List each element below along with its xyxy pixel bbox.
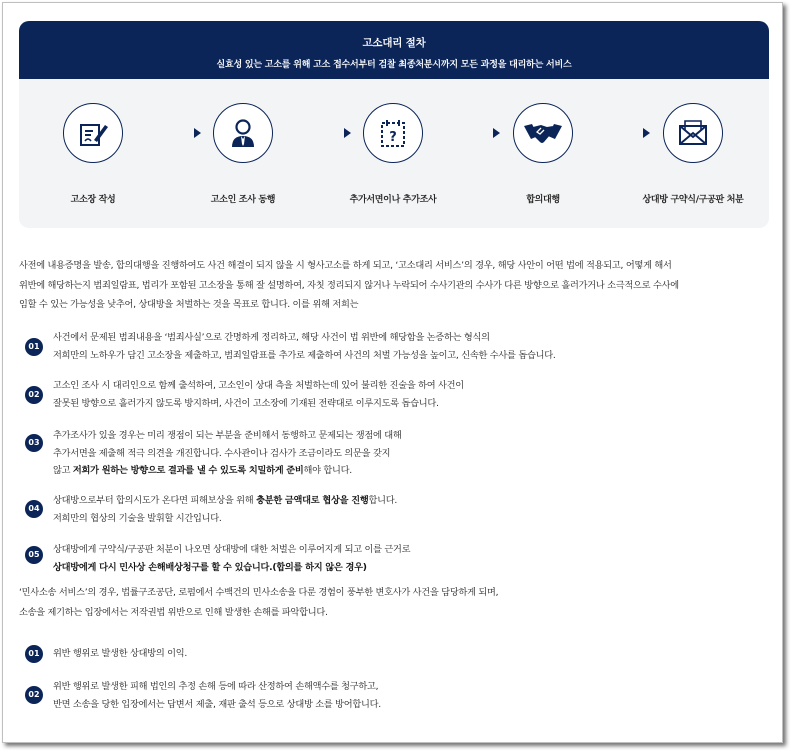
item-line: 위반 행위로 발생한 피해 법인의 추정 손해 등에 따라 산정하여 손해액수를 청구하고, — [53, 681, 379, 692]
item-line-emphasis: 충분한 금액대로 협상을 진행 — [256, 495, 369, 506]
item-number: 02 — [25, 686, 43, 704]
document-pen-icon — [63, 103, 123, 163]
envelope-icon — [663, 103, 723, 163]
process-title: 고소대리 절차 — [362, 37, 426, 49]
handshake-icon — [513, 103, 573, 163]
step-label: 고소장 작성 — [70, 195, 116, 205]
item-number: 05 — [25, 546, 43, 564]
item-line: 고소인 조사 시 대리인으로 함께 출석하여, 고소인이 상대 측을 처벌하는데 있어 불리한 진술을 하여 사건이 — [53, 380, 464, 391]
item-line-emphasis: 상대방에게 다시 민사상 손해배상청구를 할 수 있습니다. — [53, 561, 273, 573]
item-text — [53, 329, 753, 364]
item-text — [53, 678, 753, 713]
process-header — [19, 21, 769, 79]
item-number: 01 — [25, 645, 43, 663]
item-line — [53, 492, 753, 510]
item-line-emphasis: 저희가 원하는 방향으로 결과를 낼 수 있도록 치밀하게 준비 — [72, 465, 304, 476]
item-number: 01 — [25, 338, 43, 356]
civil-line: 소송을 제기하는 입장에서는 저작권법 위반으로 인해 발생한 손해를 파악합니다. — [19, 606, 328, 618]
item-line: 저희만의 협상의 기술을 발휘할 시간입니다. — [53, 512, 222, 524]
item-line: 추가서면을 제출해 적극 의견을 개진합니다. 수사관이나 검사가 조금이라도 의문을 갖지 — [53, 447, 391, 459]
civil-paragraph — [19, 583, 498, 622]
item-line: 위반 행위로 발생한 상대방의 이익. — [53, 648, 188, 659]
item-line-part: 상대방으로부터 합의시도가 온다면 피해보상을 위해 — [53, 495, 257, 506]
item-line: 사건에서 문제된 범죄내용을 ‘범죄사실’으로 간명하게 정리하고, 해당 사건이 법 위반에 해당함을 논증하는 형식의 — [53, 332, 490, 343]
item-line-part: 합니다. — [368, 495, 398, 506]
item-line — [53, 559, 753, 577]
item-line-part: 않고 — [53, 465, 73, 476]
step-label: 추가서면이나 추가조사 — [349, 195, 437, 205]
intro-line: 사전에 내용증명을 발송, 합의대행을 진행하여도 사건 해결이 되지 않을 시 형사고소를 하게 되고, ‘고소대리 서비스’의 경우, 해당 사안이 어떤 법에 적용되고, 어떻게 해서 — [19, 260, 672, 271]
intro-paragraph — [19, 256, 679, 315]
item-line-emphasis: (합의를 하지 않은 경우) — [272, 561, 367, 573]
item-text — [53, 427, 753, 480]
item-line: 반면 소송을 당한 입장에서는 답변서 제출, 재판 출석 등으로 상대방 소를 방어합니다. — [53, 698, 381, 710]
item-line: 상대방에게 구약식/구공판 처분이 나오면 상대방에 대한 처벌은 이루어지게 되고 이를 근거로 — [53, 544, 411, 555]
step-settlement — [468, 103, 618, 205]
step-label: 고소인 조사 동행 — [210, 195, 276, 205]
process-subtitle: 실효성 있는 고소를 위해 고소 접수서부터 검찰 최종처분시까지 모든 과정을 대리하는 서비스 — [216, 60, 572, 70]
page-frame — [2, 2, 783, 743]
step-label: 상대방 구약식/구공판 처분 — [642, 195, 744, 205]
item-number: 04 — [25, 500, 43, 518]
item-number: 03 — [25, 434, 43, 452]
item-line-part: 해야 합니다. — [303, 465, 352, 476]
step-label: 합의대행 — [526, 195, 560, 205]
step-additional-doc — [318, 103, 468, 205]
item-line: 추가조사가 있을 경우는 미리 쟁점이 되는 부분을 준비해서 동행하고 문제되는 쟁점에 대해 — [53, 430, 402, 441]
step-accompany-interview — [168, 103, 318, 205]
calendar-question-icon — [363, 103, 423, 163]
intro-line: 위반에 해당하는지 범죄일람표, 법리가 포함된 고소장을 통해 잘 설명하여, 자칫 정리되지 않거나 누락되어 수사기관의 수사가 다른 방향으로 흘러가거나 소극적으로 수사에 — [19, 279, 679, 291]
item-line: 잘못된 방향으로 흘러가지 않도록 방지하며, 사건이 고소장에 기재된 전략대로 이루지도록 돕습니다. — [53, 397, 439, 409]
svg-text:?: ? — [389, 130, 397, 145]
process-panel — [19, 21, 769, 228]
item-line: 저희만의 노하우가 담긴 고소장을 제출하고, 범죄일람표를 추가로 제출하여 사건의 처벌 가능성을 높이고, 신속한 수사를 돕습니다. — [53, 349, 556, 361]
item-text — [53, 541, 753, 576]
step-disposition — [618, 103, 768, 205]
item-text — [53, 492, 753, 527]
civil-line: ‘민사소송 서비스’의 경우, 법률구조공단, 로펌에서 수백건의 민사소송을 다룬 경험이 풍부한 변호사가 사건을 담당하게 되며, — [19, 587, 499, 598]
intro-line: 임할 수 있는 가능성을 낮추어, 상대방을 처벌하는 것을 목표로 합니다. 이를 위해 저희는 — [19, 299, 359, 310]
item-line — [53, 462, 753, 480]
item-text — [53, 645, 753, 663]
item-number: 02 — [25, 386, 43, 404]
person-icon — [213, 103, 273, 163]
step-complaint-writing — [19, 103, 168, 205]
item-text — [53, 377, 753, 412]
